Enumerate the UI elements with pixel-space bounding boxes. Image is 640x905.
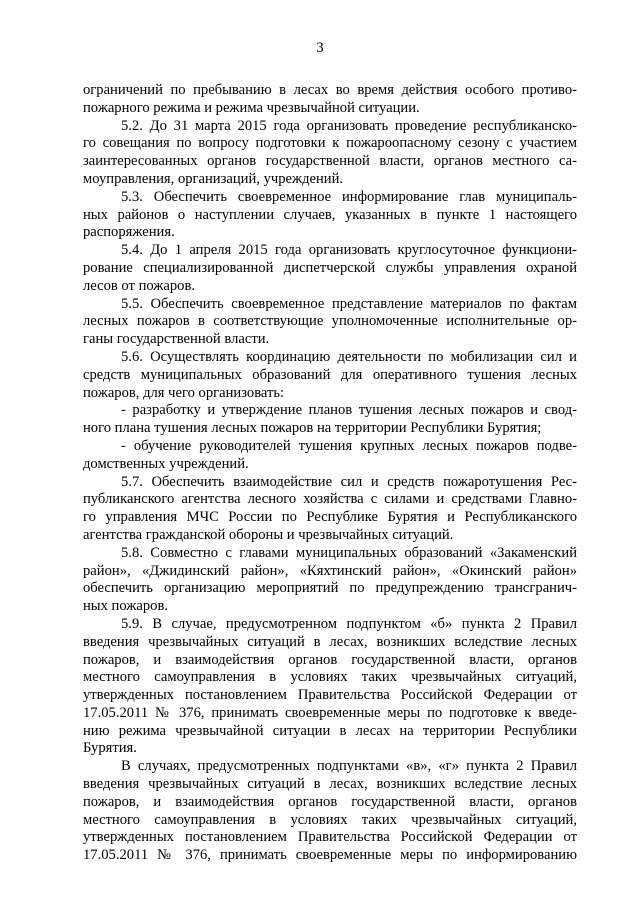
text-line: лесных пожаров в соответствующие уполномоченные исполнительные ор-	[83, 313, 577, 330]
paragraph-5-6-b	[83, 438, 577, 474]
text-line: го совещания по вопросу подготовки к пожароопасному сезону с участием	[83, 135, 577, 152]
text-line: 5.7. Обеспечить взаимодействие сил и средств пожаротушения Рес-	[121, 473, 577, 490]
text-line: обеспечить организацию мероприятий по предупреждению трансгранич-	[83, 580, 577, 597]
text-line: 5.4. До 1 апреля 2015 года организовать круглосуточное функциони-	[121, 242, 577, 259]
text-line: ных районов о наступлении случаев, указанных в пункте 1 настоящего	[83, 206, 577, 223]
text-line: средств муниципальных образований для оперативного тушения лесных	[83, 366, 577, 383]
text-line: публиканского агентства лесного хозяйства с силами и средствами Главно-	[83, 491, 577, 508]
paragraph-5-6	[83, 349, 577, 402]
text-line: - разработку и утверждение планов тушения лесных пожаров и свод-	[121, 402, 577, 419]
page-number: 3	[316, 40, 324, 56]
text-line: 5.5. Обеспечить своевременное представление материалов по фактам	[121, 295, 577, 312]
paragraph-cont	[83, 82, 577, 118]
text-line: ганы государственной власти.	[83, 331, 270, 348]
text-line: ного плана тушения лесных пожаров на территории Республики Бурятия;	[83, 420, 542, 437]
text-line: 5.6. Осуществлять координацию деятельности по мобилизации сил и	[121, 348, 577, 365]
paragraph-5-8	[83, 545, 577, 616]
text-line: утвержденных постановлением Правительства Российской Федерации от	[83, 687, 577, 704]
text-line: нию режима чрезвычайной ситуации в лесах на территории Республики	[83, 722, 577, 739]
text-line: пожаров, и взаимодействия органов государственной власти, органов	[83, 651, 577, 668]
text-line: В случаях, предусмотренных подпунктами «в», «г» пункта 2 Правил	[121, 758, 577, 775]
paragraph-5-5	[83, 296, 577, 349]
text-line: распоряжения.	[83, 224, 175, 241]
text-line: лесов от пожаров.	[83, 277, 196, 294]
text-line: пожаров, и взаимодействия органов государственной власти, органов	[83, 793, 577, 810]
text-line: пожарного режима и режима чрезвычайной ситуации.	[83, 99, 420, 116]
text-line: ограничений по пребыванию в лесах во время действия особого противо-	[83, 82, 577, 98]
paragraph-5-2	[83, 118, 577, 189]
paragraph-5-4	[83, 242, 577, 295]
text-line: Бурятия.	[83, 740, 137, 757]
paragraph-5-7	[83, 474, 577, 545]
text-line: утвержденных постановлением Правительства Российской Федерации от	[83, 829, 577, 846]
text-line: го управления МЧС России по Республике Бурятия и Республиканского	[83, 509, 577, 526]
text-line: ных пожаров.	[83, 598, 168, 615]
text-line: 5.3. Обеспечить своевременное информирование глав муниципаль-	[121, 188, 577, 205]
paragraph-5-6-a	[83, 402, 577, 438]
text-line: моуправления, организаций, учреждений.	[83, 170, 344, 187]
paragraph-cases	[83, 758, 577, 865]
text-line: 17.05.2011 № 376, принимать своевременные меры по информированию	[83, 847, 577, 864]
text-line: рование специализированной диспетчерской службы управления охраной	[83, 259, 577, 276]
text-line: местного самоуправления в условиях таких чрезвычайных ситуаций,	[83, 811, 577, 828]
text-line: район», «Джидинский район», «Кяхтинский район», «Окинский район»	[83, 562, 577, 579]
text-line: пожаров, для чего организовать:	[83, 384, 285, 401]
paragraph-5-3	[83, 189, 577, 242]
text-line: введения чрезвычайных ситуаций в лесах, возникших вследствие лесных	[83, 633, 577, 650]
text-line: 5.8. Совместно с главами муниципальных образований «Закаменский	[121, 544, 577, 561]
text-line: 5.9. В случае, предусмотренном подпунктом «б» пункта 2 Правил	[121, 615, 577, 632]
text-line: - обучение руководителей тушения крупных лесных пожаров подве-	[121, 437, 577, 454]
text-line: местного самоуправления в условиях таких чрезвычайных ситуаций,	[83, 669, 577, 686]
text-line: заинтересованных органов государственной власти, органов местного са-	[83, 153, 577, 170]
text-line: агентства гражданской обороны и чрезвычайных ситуаций.	[83, 526, 454, 543]
paragraph-5-9	[83, 616, 577, 758]
text-line: 5.2. До 31 марта 2015 года организовать проведение республиканско-	[121, 117, 577, 134]
text-line: введения чрезвычайных ситуаций в лесах, возникших вследствие лесных	[83, 776, 577, 793]
document-body	[83, 82, 577, 865]
text-line: 17.05.2011 № 376, принимать своевременные меры по подготовке к введе-	[83, 704, 577, 721]
text-line: домственных учреждений.	[83, 455, 249, 472]
